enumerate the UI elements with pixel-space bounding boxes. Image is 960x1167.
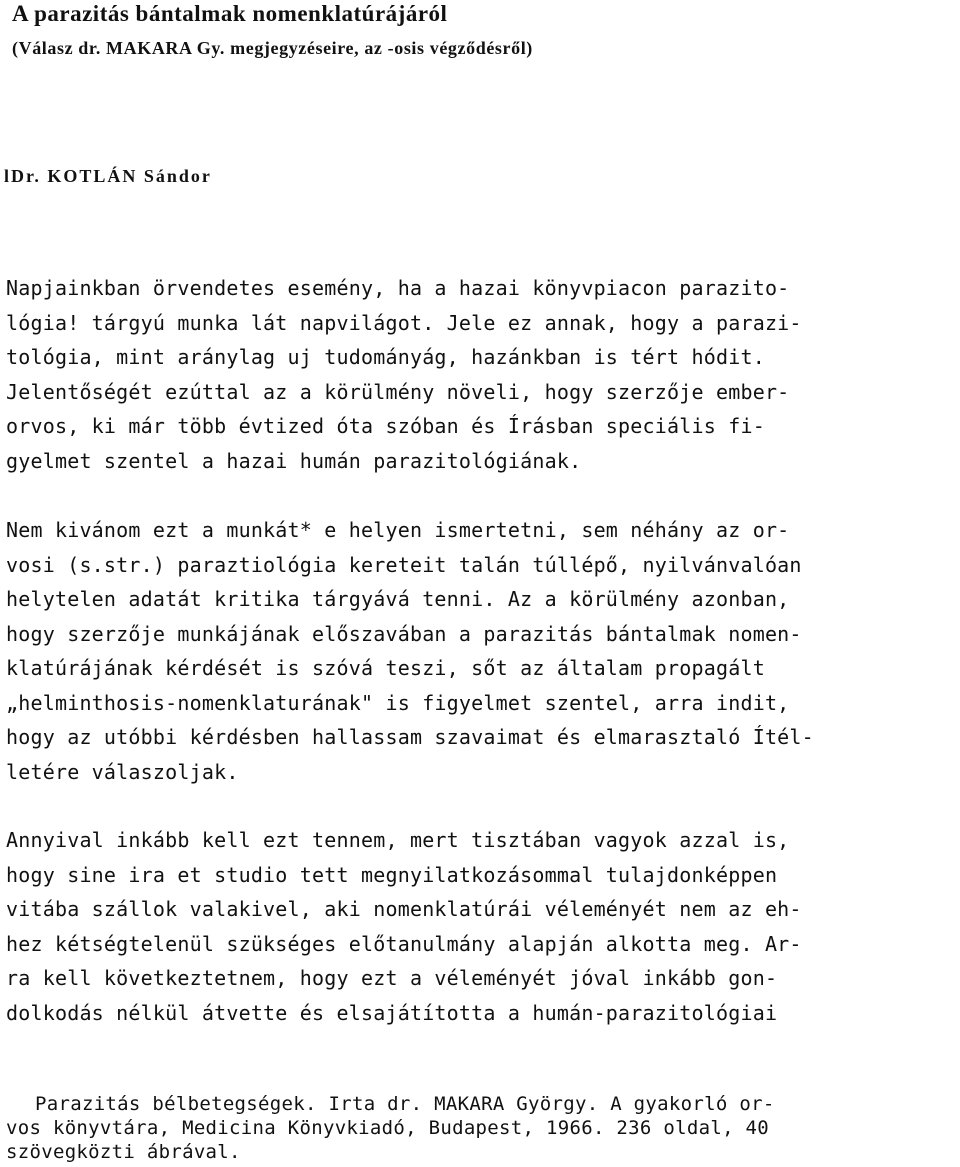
text-line: helytelen adatát kritika tárgyává tenni. Az a körülmény azonban, xyxy=(6,587,790,611)
text-line: klatúrájának kérdését is szóvá teszi, sőt az általam propagált xyxy=(6,656,765,680)
text-line: Annyival inkább kell ezt tennem, mert tisztában vagyok azzal is, xyxy=(6,828,790,852)
paragraph-1 xyxy=(6,271,802,478)
text-line: vosi (s.str.) paraztiológia kereteit talán túllépő, nyilvánvalóan xyxy=(6,552,802,577)
author-name: lDr. KOTLÁN Sándor xyxy=(4,166,212,186)
text-line: ra kell következtetnem, hogy ezt a véleményét jóval inkább gon- xyxy=(6,966,778,990)
text-line: Napjainkban örvendetes esemény, ha a hazai könyvpiacon parazito- xyxy=(6,276,790,300)
text-line: orvos, ki már több évtized óta szóban és Írásban speciális fi- xyxy=(6,414,765,438)
text-line: letére válaszoljak. xyxy=(6,759,239,784)
text-line: tológia, mint aránylag uj tudományág, hazánkban is tért hódit. xyxy=(6,345,765,369)
text-line: lógia! tárgyú munka lát napvilágot. Jele ez annak, hogy a parazi- xyxy=(6,310,802,335)
footnote xyxy=(6,1092,775,1164)
footnote-line: szövegközti ábrával. xyxy=(6,1141,241,1163)
text-line: gyelmet szentel a hazai humán parazitológiának. xyxy=(6,448,582,473)
article-title: A parazitás bántalmak nomenklatúrájáról xyxy=(12,1,448,26)
footnote-line: Parazitás bélbetegségek. Irta dr. MAKARA György. A gyakorló or- xyxy=(35,1093,775,1115)
paragraph-3 xyxy=(6,823,802,1030)
text-line: vitába szállok valakivel, aki nomenklatúrái véleményét nem az eh- xyxy=(6,897,802,921)
text-line: Nem kivánom ezt a munkát* e helyen ismertetni, sem néhány az or- xyxy=(6,518,790,542)
footnote-line: vos könyvtára, Medicina Könyvkiadó, Budapest, 1966. 236 oldal, 40 xyxy=(6,1117,770,1139)
text-line: „helminthosis-nomenklaturának" is figyelmet szentel, arra indit, xyxy=(6,690,790,715)
paragraph-2 xyxy=(6,513,814,789)
text-line: Jelentőségét ezúttal az a körülmény növeli, hogy szerzője ember- xyxy=(6,379,790,404)
text-line: hogy szerzője munkájának előszavában a parazitás bántalmak nomen- xyxy=(6,621,802,646)
text-line: hogy az utóbbi kérdésben hallassam szavaimat és elmarasztaló Ítél- xyxy=(6,725,814,749)
article-subtitle: (Válasz dr. MAKARA Gy. megjegyzéseire, az -osis végződésről) xyxy=(12,38,533,58)
text-line: dolkodás nélkül átvette és elsajátította a humán-parazitológiai xyxy=(6,1000,778,1025)
text-line: hogy sine ira et studio tett megnyilatkozásommal tulajdonképpen xyxy=(6,862,778,887)
text-line: hez kétségtelenül szükséges előtanulmány alapján alkotta meg. Ar- xyxy=(6,931,802,956)
